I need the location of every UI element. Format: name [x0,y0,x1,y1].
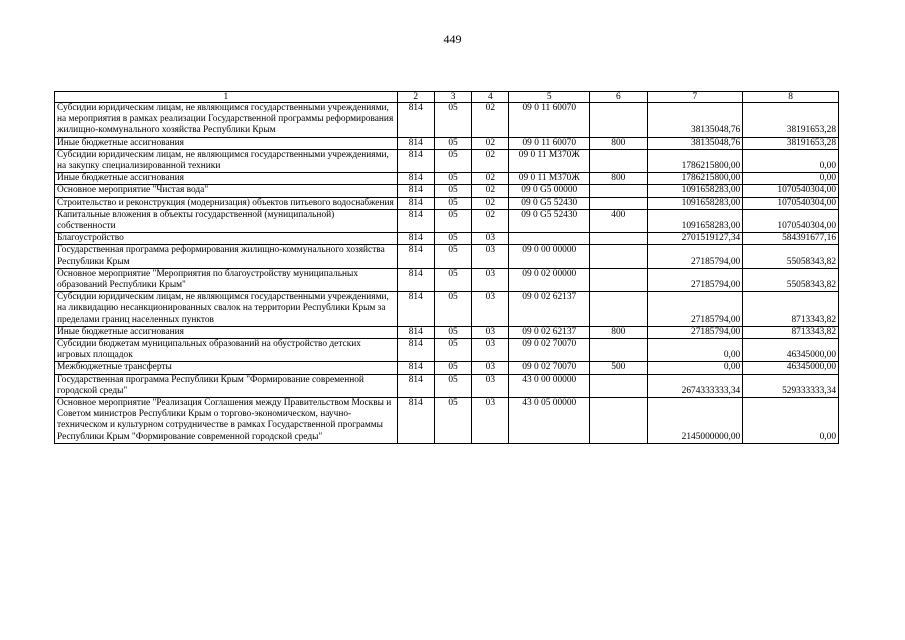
cell-amount-year-2: 38191653,28 [743,103,839,138]
cell-amount-year-2: 1070540304,00 [743,185,839,197]
cell-name: Капитальные вложения в объекты государственной (муниципальной) собственности [55,209,398,232]
cell-ministry-code: 814 [397,339,434,362]
column-header-1: 1 [55,92,398,103]
budget-table [54,91,839,444]
cell-ministry-code: 814 [397,173,434,185]
cell-ministry-code: 814 [397,149,434,172]
cell-amount-year-1: 0,00 [647,339,743,362]
cell-amount-year-1: 38135048,76 [647,137,743,149]
table-row [55,245,839,268]
cell-target-article: 09 0 G5 00000 [509,185,590,197]
cell-amount-year-1: 2674333333,34 [647,374,743,397]
cell-name: Иные бюджетные ассигнования [55,173,398,185]
cell-section: 05 [434,185,471,197]
cell-target-article: 09 0 02 70070 [509,339,590,362]
column-header-6: 6 [590,92,647,103]
cell-amount-year-1: 2145000000,00 [647,398,743,444]
cell-amount-year-1: 1091658283,00 [647,209,743,232]
cell-name: Основное мероприятие "Чистая вода" [55,185,398,197]
cell-ministry-code: 814 [397,197,434,209]
cell-section: 05 [434,398,471,444]
cell-amount-year-1: 1786215800,00 [647,173,743,185]
page-number: 449 [443,32,462,46]
cell-section: 05 [434,245,471,268]
cell-subsection: 02 [472,209,509,232]
cell-target-article: 09 0 00 00000 [509,245,590,268]
cell-expense-type: 800 [590,173,647,185]
cell-subsection: 02 [472,185,509,197]
column-header-4: 4 [472,92,509,103]
cell-section: 05 [434,149,471,172]
table-header-row [55,92,839,103]
cell-amount-year-2: 0,00 [743,173,839,185]
cell-name: Иные бюджетные ассигнования [55,326,398,338]
column-header-7: 7 [647,92,743,103]
cell-section: 05 [434,268,471,291]
table-row [55,209,839,232]
cell-ministry-code: 814 [397,209,434,232]
cell-name: Субсидии юридическим лицам, не являющимся государственными учреждениями, на мероприятия в рамках реализации Государственной программы реформирования жилищно-коммунального хозяйства Республики Крым [55,103,398,138]
cell-section: 05 [434,209,471,232]
cell-section: 05 [434,374,471,397]
cell-subsection: 03 [472,374,509,397]
cell-subsection: 03 [472,339,509,362]
cell-section: 05 [434,362,471,374]
cell-amount-year-2: 8713343,82 [743,292,839,327]
cell-subsection: 03 [472,268,509,291]
table-row [55,173,839,185]
cell-section: 05 [434,137,471,149]
cell-amount-year-2: 584391677,16 [743,233,839,245]
cell-expense-type: 800 [590,326,647,338]
cell-target-article: 09 0 02 62137 [509,326,590,338]
cell-section: 05 [434,326,471,338]
table-row [55,292,839,327]
cell-amount-year-2: 529333333,34 [743,374,839,397]
cell-amount-year-1: 2701519127,34 [647,233,743,245]
cell-ministry-code: 814 [397,245,434,268]
cell-subsection: 02 [472,137,509,149]
cell-name: Основное мероприятие "Реализация Соглашения между Правительством Москвы и Советом министров Республики Крым о торгово-экономическом, научно-техническом и культурном сотрудничестве в рамках Государственной программы Республики Крым "Формирование современной городской среды" [55,398,398,444]
cell-amount-year-1: 38135048,76 [647,103,743,138]
cell-ministry-code: 814 [397,185,434,197]
cell-target-article: 09 0 G5 52430 [509,197,590,209]
cell-name: Благоустройство [55,233,398,245]
cell-expense-type [590,268,647,291]
cell-expense-type [590,398,647,444]
column-header-2: 2 [397,92,434,103]
cell-subsection: 03 [472,362,509,374]
cell-target-article [509,233,590,245]
cell-subsection: 02 [472,173,509,185]
cell-name: Основное мероприятие "Мероприятия по благоустройству муниципальных образований Республики Крым" [55,268,398,291]
cell-name: Государственная программа Республики Крым "Формирование современной городской среды" [55,374,398,397]
cell-section: 05 [434,292,471,327]
cell-ministry-code: 814 [397,233,434,245]
cell-ministry-code: 814 [397,292,434,327]
cell-amount-year-2: 46345000,00 [743,362,839,374]
cell-amount-year-2: 1070540304,00 [743,209,839,232]
table-row [55,137,839,149]
table-row [55,268,839,291]
column-header-5: 5 [509,92,590,103]
table-row [55,326,839,338]
column-header-3: 3 [434,92,471,103]
cell-name: Межбюджетные трансферты [55,362,398,374]
cell-amount-year-2: 1070540304,00 [743,197,839,209]
cell-section: 05 [434,103,471,138]
table-row [55,233,839,245]
table-body [55,92,839,444]
cell-amount-year-1: 27185794,00 [647,292,743,327]
cell-amount-year-2: 0,00 [743,398,839,444]
cell-name: Строительство и реконструкция (модернизация) объектов питьевого водоснабжения [55,197,398,209]
cell-subsection: 03 [472,398,509,444]
cell-name: Субсидии юридическим лицам, не являющимся государственными учреждениями, на закупку специализированной техники [55,149,398,172]
cell-expense-type [590,339,647,362]
cell-expense-type: 800 [590,137,647,149]
cell-amount-year-2: 8713343,82 [743,326,839,338]
table-row [55,185,839,197]
cell-target-article: 43 0 00 00000 [509,374,590,397]
cell-amount-year-1: 27185794,00 [647,245,743,268]
cell-subsection: 02 [472,197,509,209]
cell-ministry-code: 814 [397,268,434,291]
cell-amount-year-1: 0,00 [647,362,743,374]
cell-amount-year-2: 38191653,28 [743,137,839,149]
cell-section: 05 [434,197,471,209]
cell-name: Государственная программа реформирования жилищно-коммунального хозяйства Республики Крым [55,245,398,268]
cell-section: 05 [434,339,471,362]
cell-target-article: 09 0 02 00000 [509,268,590,291]
cell-amount-year-1: 1786215800,00 [647,149,743,172]
table-row [55,197,839,209]
cell-target-article: 09 0 11 60070 [509,137,590,149]
table-row [55,149,839,172]
cell-expense-type [590,185,647,197]
cell-name: Иные бюджетные ассигнования [55,137,398,149]
cell-ministry-code: 814 [397,362,434,374]
cell-expense-type [590,245,647,268]
column-header-8: 8 [743,92,839,103]
cell-ministry-code: 814 [397,137,434,149]
cell-subsection: 03 [472,233,509,245]
cell-name: Субсидии бюджетам муниципальных образований на обустройство детских игровых площадок [55,339,398,362]
cell-amount-year-1: 1091658283,00 [647,185,743,197]
table-row [55,103,839,138]
cell-amount-year-2: 55058343,82 [743,268,839,291]
table-row [55,339,839,362]
cell-target-article: 09 0 11 М370Ж [509,173,590,185]
cell-ministry-code: 814 [397,326,434,338]
cell-ministry-code: 814 [397,398,434,444]
cell-expense-type [590,149,647,172]
cell-expense-type: 500 [590,362,647,374]
cell-subsection: 03 [472,326,509,338]
cell-expense-type [590,374,647,397]
cell-expense-type [590,197,647,209]
cell-target-article: 09 0 02 62137 [509,292,590,327]
cell-expense-type [590,103,647,138]
cell-amount-year-1: 27185794,00 [647,268,743,291]
cell-target-article: 09 0 02 70070 [509,362,590,374]
cell-subsection: 03 [472,292,509,327]
cell-subsection: 02 [472,149,509,172]
cell-ministry-code: 814 [397,103,434,138]
table-row [55,362,839,374]
cell-target-article: 09 0 G5 52430 [509,209,590,232]
cell-subsection: 02 [472,103,509,138]
cell-ministry-code: 814 [397,374,434,397]
cell-section: 05 [434,233,471,245]
cell-amount-year-1: 1091658283,00 [647,197,743,209]
cell-amount-year-2: 0,00 [743,149,839,172]
cell-section: 05 [434,173,471,185]
cell-expense-type [590,292,647,327]
cell-expense-type: 400 [590,209,647,232]
table-row [55,398,839,444]
cell-target-article: 43 0 05 00000 [509,398,590,444]
table-row [55,374,839,397]
cell-target-article: 09 0 11 60070 [509,103,590,138]
cell-name: Субсидии юридическим лицам, не являющимся государственными учреждениями, на ликвидацию несанкционированных свалок на территории Республики Крым за пределами границ населенных пунктов [55,292,398,327]
cell-amount-year-2: 55058343,82 [743,245,839,268]
cell-expense-type [590,233,647,245]
cell-target-article: 09 0 11 М370Ж [509,149,590,172]
cell-amount-year-2: 46345000,00 [743,339,839,362]
cell-subsection: 03 [472,245,509,268]
cell-amount-year-1: 27185794,00 [647,326,743,338]
